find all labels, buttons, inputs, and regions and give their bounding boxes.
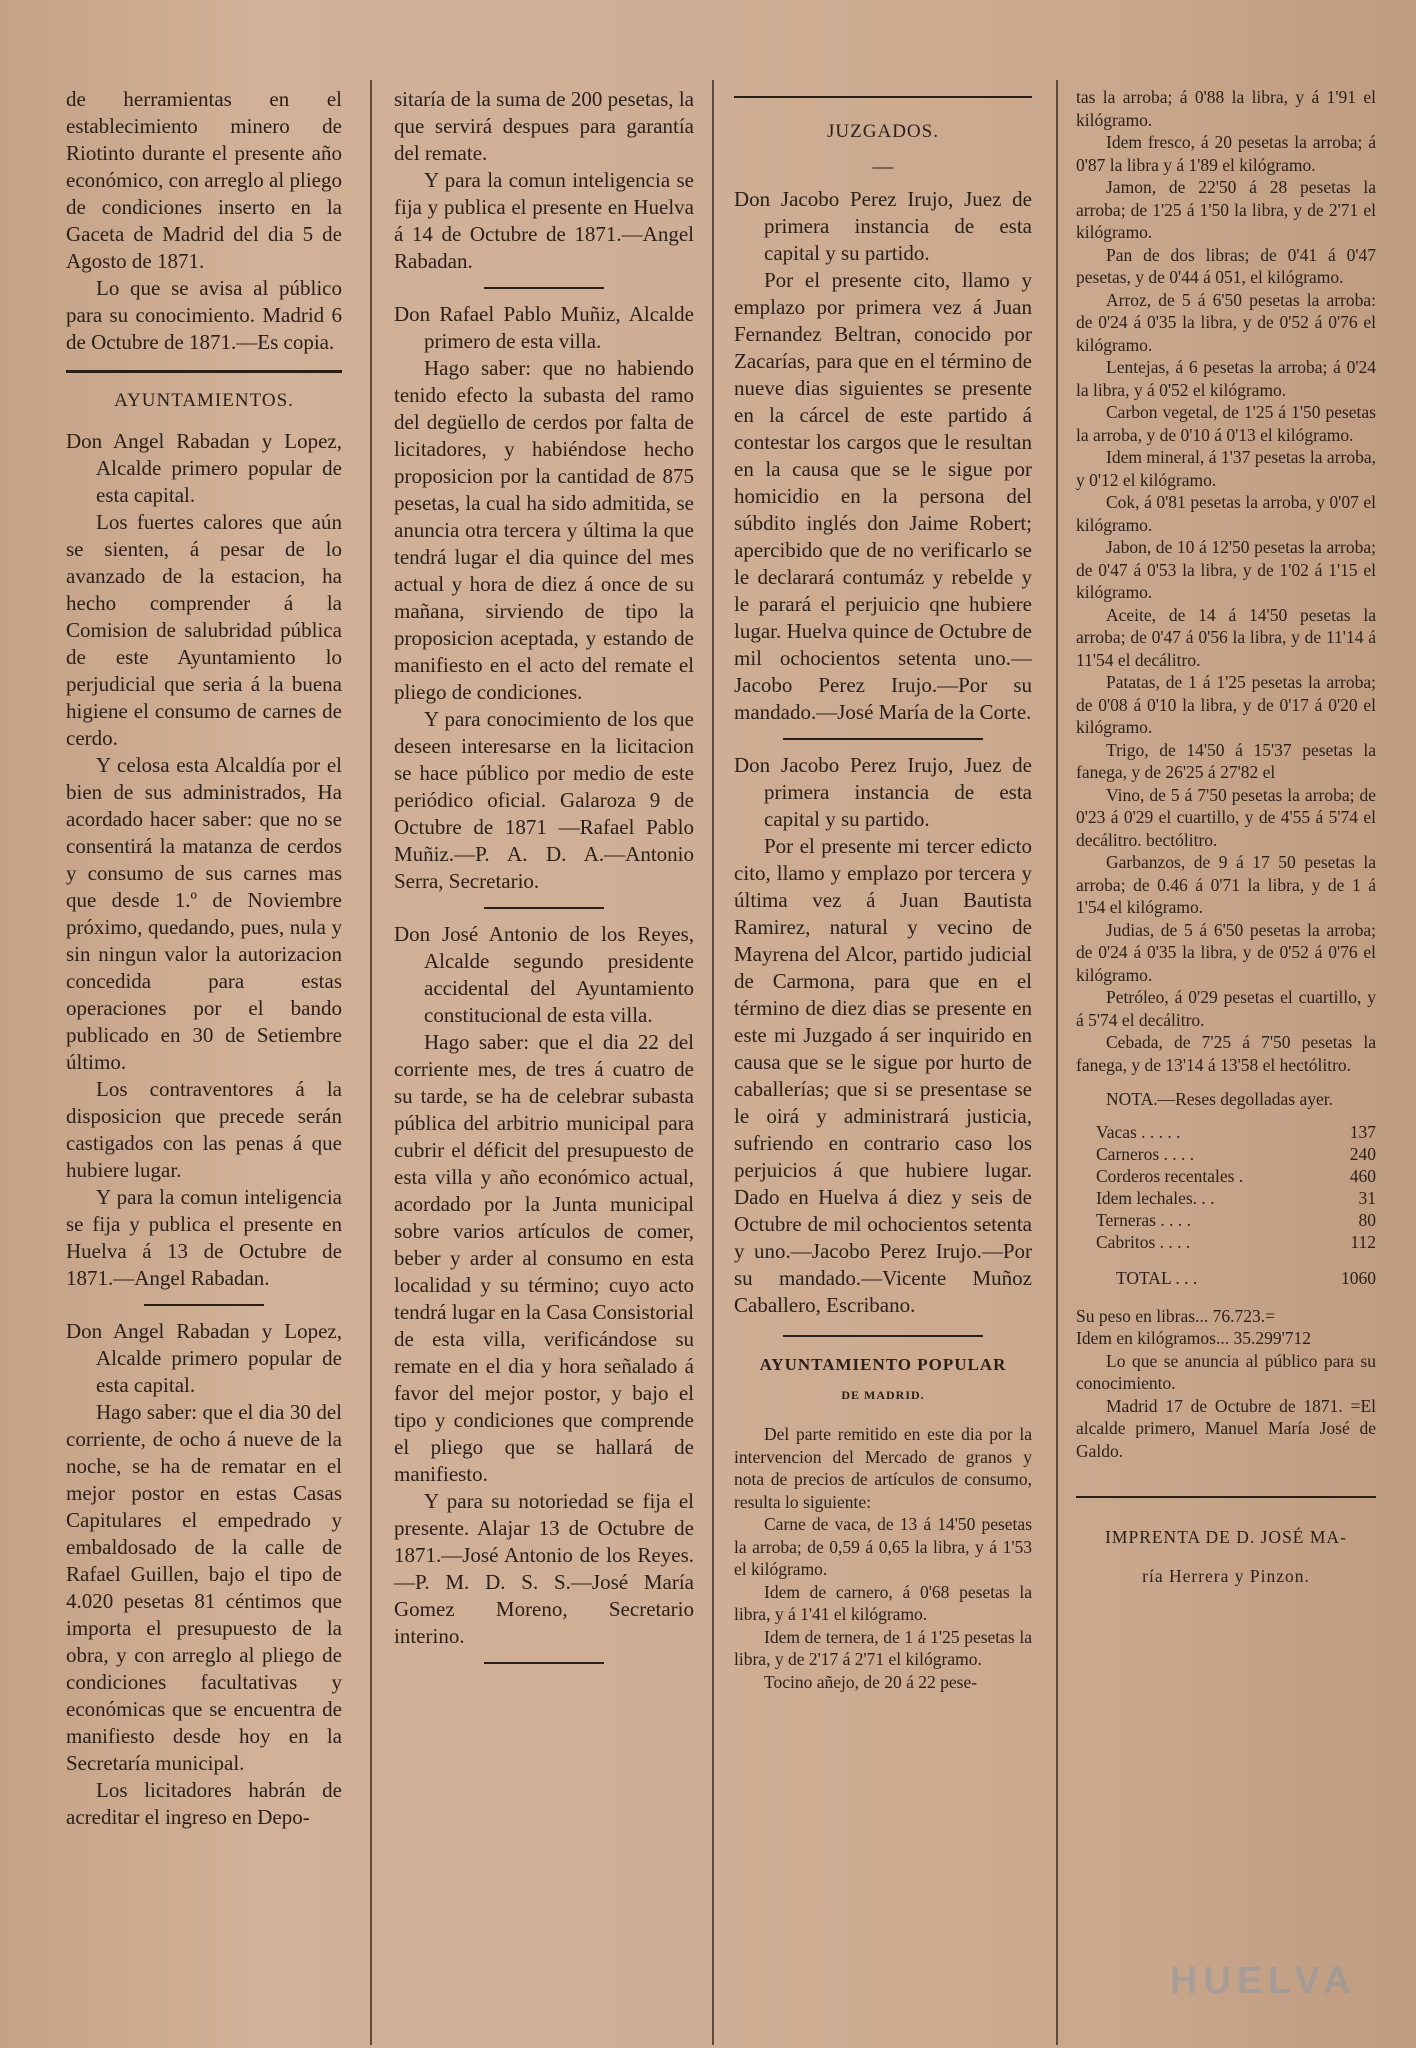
notice-heading: Don Rafael Pablo Muñiz, Alcalde primero de esta villa. [394, 302, 694, 353]
table-row [1076, 1121, 1376, 1143]
row-value: 80 [1358, 1209, 1376, 1230]
price-item: Idem de ternera, de 1 á 1'25 pesetas la libra, y de 2'17 á 2'71 el kilógramo. [734, 1626, 1032, 1669]
price-item: Idem de carnero, á 0'68 pesetas la libra, y á 1'41 el kilógramo. [734, 1581, 1032, 1624]
paragraph: Idem en kilógramos... 35.299'712 [1076, 1328, 1311, 1348]
paragraph: Los licitadores habrán de acreditar el ingreso en Depo- [66, 1778, 342, 1829]
separator [783, 1335, 983, 1337]
paragraph: Hago saber: que el dia 22 del corriente mes, de tres á cuatro de su tarde, se ha de celebrar subasta pública del arbitrio municipal para cubrir el déficit del presupuesto de esta villa y año económico actual, acordado por la Junta municipal sobre varios artículos de comer, beber y arder al consumo en esta localidad y su término; cuyo acto tendrá lugar en la Casa Consistorial de esta villa, verificándose su remate en el dia y hora señalado á favor del mejor postor, y bajo el tipo y condiciones que comprende el pliego que se hallará de manifiesto. [394, 1030, 694, 1486]
price-item: Vino, de 5 á 7'50 pesetas la arroba; de 0'23 á 0'29 el cuartillo, y de 4'55 á 5'74 el decálitro. bectólitro. [1076, 784, 1376, 850]
row-label: Terneras . . . . [1096, 1209, 1191, 1230]
row-label: Vacas . . . . . [1096, 1121, 1181, 1142]
paragraph: Su peso en libras... 76.723.= [1076, 1305, 1275, 1326]
price-item: Aceite, de 14 á 14'50 pesetas la arroba; de 0'47 á 0'56 la libra, y de 11'14 á 11'54 el decálitro. [1076, 604, 1376, 670]
notice-heading: Don Jacobo Perez Irujo, Juez de primera instancia de esta capital y su partido. [734, 187, 1032, 265]
table-row [1076, 1143, 1376, 1165]
paragraph: Y celosa esta Alcaldía por el bien de sus administrados, Ha acordado hacer saber: que no se consentirá la matanza de cerdos y consumo de sus carnes mas que desde 1.º de Noviembre próximo, quedando, pues, nula y sin ningun valor la autorizacion concedida para estas operaciones por el bando publicado en 30 de Setiembre último. [66, 753, 342, 1074]
section-rule [1076, 1496, 1376, 1498]
paragraph: Los contraventores á la disposicion que precede serán castigados con las penas á que hubiere lugar. [66, 1077, 342, 1182]
price-item: Carbon vegetal, de 1'25 á 1'50 pesetas la arroba, y de 0'10 á 0'13 el kilógramo. [1076, 402, 1376, 445]
column-divider [712, 80, 714, 2045]
price-item: Jamon, de 22'50 á 28 pesetas la arroba; de 1'25 á 1'50 la libra, y de 2'71 el kilógramo. [1076, 177, 1376, 242]
paragraph: Por el presente mi tercer edicto cito, llamo y emplazo por tercera y última vez á Juan Bautista Ramirez, natural y vecino de Mayrena del Alcor, partido judicial de Carmona, para que en el término de diez dias se presente en este mi Juzgado á ser inquirido en causa que se le sigue por hurto de caballerías; que si se presentase se le oirá y administrará justicia, sufriendo en contrario caso los perjuicios á que hubiere lugar. Dado en Huelva á diez y seis de Octubre de mil ochocientos setenta y uno.—Jacobo Perez Irujo.—Por su mandado.—Vicente Muñoz Caballero, Escribano. [734, 834, 1032, 1317]
row-label: Cabritos . . . . [1096, 1231, 1191, 1252]
paragraph: Hago saber: que el dia 30 del corriente, de ocho á nueve de la noche, se ha de rematar en el mejor postor en estas Casas Capitulares el empedrado y embaldosado de la calle de Rafael Guillen, bajo el tipo de 4.020 pesetas 81 céntimos que importa el presupuesto de la obra, y con arreglo al pliego de condiciones facultativas y económicas que se encuentra de manifiesto desde hoy en la Secretaría municipal. [66, 1400, 342, 1775]
paragraph: sitaría de la suma de 200 pesetas, la que servirá despues para garantía del remate. [394, 87, 694, 165]
table-row [1076, 1187, 1376, 1209]
paragraph: Lo que se anuncia al público para su conocimiento. [1076, 1350, 1376, 1393]
column-divider [370, 80, 372, 2045]
notice-heading: Don Angel Rabadan y Lopez, Alcalde primero popular de esta capital. [66, 1319, 342, 1397]
price-item: Pan de dos libras; de 0'41 á 0'47 pesetas, y de 0'44 á 051, el kilógramo. [1076, 244, 1376, 287]
paragraph: Del parte remitido en este dia por la intervencion del Mercado de granos y nota de precios de artículos de consumo, resulta lo siguiente: [734, 1424, 1032, 1512]
row-value: 460 [1349, 1165, 1376, 1186]
row-label: Carneros . . . . [1096, 1143, 1195, 1164]
price-item: Judias, de 5 á 6'50 pesetas la arroba; de 0'24 á 0'35 la libra, y de 0'52 á 0'76 el kilógramo. [1076, 919, 1376, 985]
table-row [1076, 1165, 1376, 1187]
table-row [1076, 1231, 1376, 1253]
section-rule [66, 370, 342, 373]
price-item: Garbanzos, de 9 á 17 50 pesetas la arroba; de 0.46 á 0'71 la libra, y de 1 á 1'54 el kilógramo. [1076, 852, 1376, 917]
section-rule [734, 96, 1032, 98]
separator [484, 907, 604, 909]
slaughter-table [1076, 1121, 1376, 1289]
imprint: ría Herrera y Pinzon. [1142, 1565, 1310, 1586]
notice-heading: Don José Antonio de los Reyes, Alcalde segundo presidente accidental del Ayuntamiento constitucional de esta villa. [394, 922, 694, 1027]
paragraph: Por el presente cito, llamo y emplazo por primera vez á Juan Fernandez Beltran, conocido por Zacarías, para que en el término de nueve dias siguientes se presente en la cárcel de este partido á contestar los cargos que le resultan en la causa que se le sigue por homicidio en la persona del súbdito inglés don Jaime Robert; apercibido que de no verificarlo se le declarará contumáz y rebelde y le parará el perjuicio qne hubiere lugar. Huelva quince de Octubre de mil ochocientos setenta uno.—Jacobo Perez Irujo.—Por su mandado.—José María de la Corte. [734, 268, 1032, 724]
column-1 [66, 86, 342, 1831]
notice-heading: Don Angel Rabadan y Lopez, Alcalde primero popular de esta capital. [66, 429, 342, 507]
stamp-text: HUELVA [1170, 1960, 1357, 2002]
separator [484, 287, 604, 289]
paragraph: Madrid 17 de Octubre de 1871. =El alcalde primero, Manuel María José de Galdo. [1076, 1395, 1376, 1461]
price-item: Carne de vaca, de 13 á 14'50 pesetas la arroba; de 0,59 á 0,65 la libra, y á 1'53 el kilógramo. [734, 1514, 1032, 1579]
row-value: 137 [1349, 1121, 1376, 1142]
column-2 [394, 86, 694, 1676]
row-label: Corderos recentales . [1096, 1165, 1244, 1186]
paragraph: Y para su notoriedad se fija el presente. Alajar 13 de Octubre de 1871.—José Antonio de los Reyes.—P. M. D. S. S.—José María Gomez Moreno, Secretario interino. [394, 1489, 694, 1648]
price-item: Idem fresco, á 20 pesetas la arroba; á 0'87 la libra y á 1'89 el kilógramo. [1076, 132, 1376, 175]
paragraph: Y para conocimiento de los que deseen interesarse en la licitacion se hace público por medio de este periódico oficial. Galaroza 9 de Octubre de 1871 —Rafael Pablo Muñiz.—P. A. D. A.—Antonio Serra, Secretario. [394, 707, 694, 893]
price-item: Cebada, de 7'25 á 7'50 pesetas la fanega, y de 13'14 á 13'58 el hectólitro. [1076, 1032, 1376, 1075]
notice-heading: Don Jacobo Perez Irujo, Juez de primera instancia de esta capital y su partido. [734, 753, 1032, 831]
archive-stamp-logo [1170, 1960, 1357, 2020]
row-label: Idem lechales. . . [1096, 1187, 1215, 1208]
separator [783, 738, 983, 740]
paragraph: Lo que se avisa al público para su conocimiento. Madrid 6 de Octubre de 1871.—Es copia. [66, 276, 342, 354]
paragraph: Y para la comun inteligencia se fija y publica el presente en Huelva á 14 de Octubre de 1871.—Angel Rabadan. [394, 168, 694, 273]
separator [144, 1304, 264, 1306]
section-heading: AYUNTAMIENTOS. [114, 390, 294, 411]
price-item: Lentejas, á 6 pesetas la arroba; á 0'24 la libra, y á 0'52 el kilógramo. [1076, 357, 1376, 400]
paragraph: Los fuertes calores que aún se sienten, á pesar de lo avanzado de la estacion, ha hecho comprender á la Comision de salubridad pública de este Ayuntamiento lo perjudicial que seria á la buena higiene el consumo de carnes de cerdo. [66, 510, 342, 750]
total-value: 1060 [1341, 1267, 1376, 1288]
price-report [734, 1423, 1032, 1693]
column-divider [1056, 80, 1058, 2045]
nota-heading: NOTA.—Reses degolladas ayer. [1106, 1089, 1334, 1109]
total-label: TOTAL . . . [1116, 1267, 1198, 1288]
heading-dash: — [872, 154, 894, 178]
paragraph: Y para la comun inteligencia se fija y publica el presente en Huelva á 13 de Octubre de 1871.—Angel Rabadan. [66, 1185, 342, 1290]
spacer [1076, 1289, 1376, 1305]
price-item: tas la arroba; á 0'88 la libra, y á 1'91 el kilógramo. [1076, 87, 1376, 130]
imprint: IMPRENTA DE D. JOSÉ MA- [1105, 1527, 1347, 1547]
column-3 [734, 86, 1032, 1693]
paragraph: de herramientas en el establecimiento minero de Riotinto durante el presente año económico, con arreglo al pliego de condiciones inserto en la Gaceta de Madrid del dia 5 de Agosto de 1871. [66, 87, 342, 273]
row-value: 240 [1349, 1143, 1376, 1164]
separator [484, 1662, 604, 1664]
price-item: Idem mineral, á 1'37 pesetas la arroba, y 0'12 el kilógramo. [1076, 447, 1376, 490]
paragraph: Hago saber: que no habiendo tenido efecto la subasta del ramo del degüello de cerdos por falta de licitadores, y habiéndose hecho proposicion por la cantidad de 875 pesetas, la cual ha sido admitida, se anuncia otra tercera y última la que tendrá lugar el dia quince del mes actual y hora de diez á once de su mañana, sirviendo de tipo la proposicion aceptada, y estando de manifiesto en el acto del remate el pliego de condiciones. [394, 356, 694, 704]
row-value: 31 [1358, 1187, 1376, 1208]
total-row [1076, 1267, 1376, 1289]
section-subheading: DE MADRID. [841, 1388, 925, 1402]
section-heading: AYUNTAMIENTO POPULAR [759, 1355, 1007, 1374]
price-item: Jabon, de 10 á 12'50 pesetas la arroba; de 0'47 á 0'53 la libra, y de 1'02 á 1'15 el kilógramo. [1076, 537, 1376, 602]
price-item: Patatas, de 1 á 1'25 pesetas la arroba; de 0'08 á 0'10 la libra, y de 0'17 á 0'20 el kilógramo. [1076, 672, 1376, 737]
column-4 [1076, 86, 1376, 1587]
price-item: Arroz, de 5 á 6'50 pesetas la arroba: de 0'24 á 0'35 la libra, y de 0'52 á 0'76 el kilógramo. [1076, 289, 1376, 355]
section-heading: JUZGADOS. [827, 121, 939, 142]
table-row [1076, 1209, 1376, 1231]
price-item: Tocino añejo, de 20 á 22 pese- [764, 1671, 978, 1692]
row-value: 112 [1350, 1231, 1376, 1252]
price-item: Cok, á 0'81 pesetas la arroba, y 0'07 el kilógramo. [1076, 492, 1376, 535]
price-item: Petróleo, á 0'29 pesetas el cuartillo, y á 5'74 el decálitro. [1076, 987, 1376, 1030]
price-item: Trigo, de 14'50 á 15'37 pesetas la fanega, y de 26'25 á 27'82 el [1076, 739, 1376, 782]
